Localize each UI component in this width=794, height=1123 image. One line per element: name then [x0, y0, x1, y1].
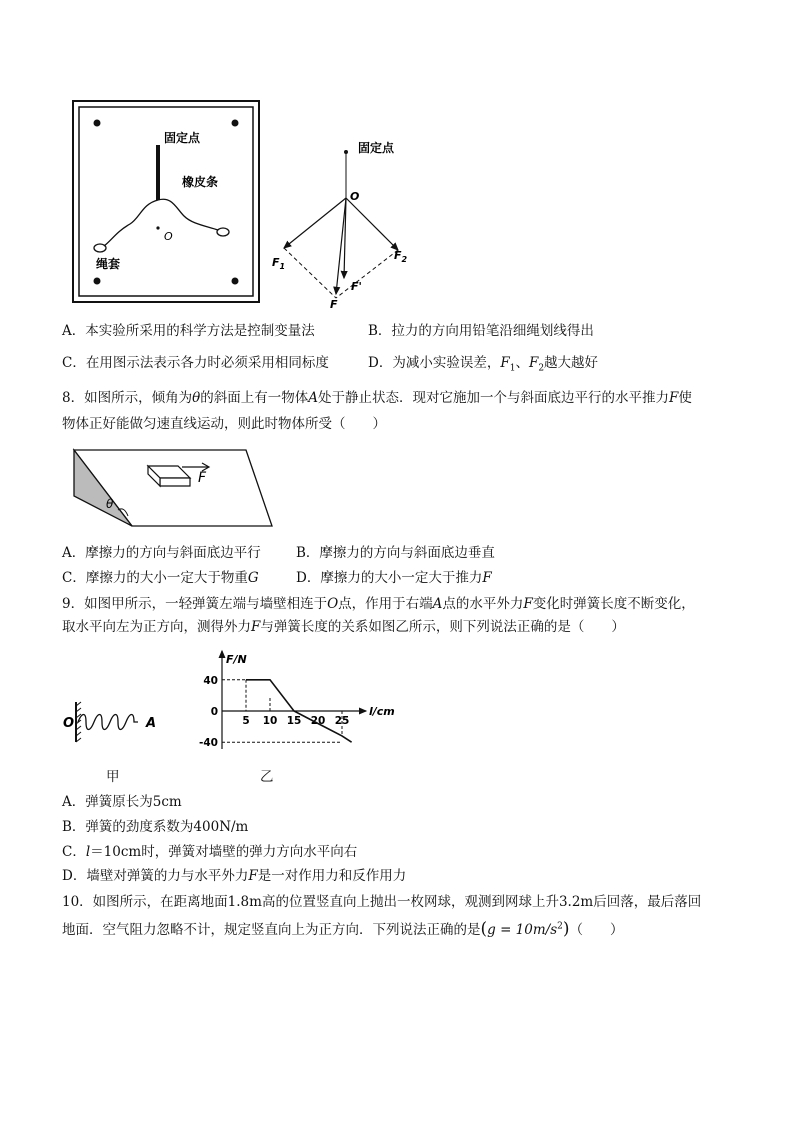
rope-left [104, 200, 158, 246]
diag-o-label: O [350, 190, 360, 203]
diag-f1-label: $F_1$ [272, 256, 286, 271]
incline-side-face [74, 450, 132, 526]
y-tick-label-40: 40 [203, 674, 218, 687]
q9-stem-line2: 取水平向左为正方向，测得外力F与弹簧长度的关系如图乙所示，则下列说法正确的是（ ） [62, 619, 625, 635]
q8-option-b: B．摩擦力的方向与斜面底边垂直 [296, 545, 495, 561]
rope-loop-right [217, 228, 229, 236]
q9-option-c: C．l＝10cm时，弹簧对墙壁的弹力方向水平向右 [62, 844, 358, 860]
incline-f-label: F [198, 470, 207, 486]
pin-bottom-right [232, 278, 239, 285]
experiment-board-figure [72, 100, 262, 305]
q9-option-d: D．墙壁对弹簧的力与水平外力F是一对作用力和反作用力 [62, 868, 407, 884]
x-tick-label-10: 10 [262, 715, 278, 727]
rope-right [158, 199, 218, 230]
board-o-label: O [164, 230, 173, 243]
diag-fprime-label: F' [351, 280, 362, 293]
diag-fixed-point-label: 固定点 [358, 141, 395, 155]
q7-option-d: D．为减小实验误差，$F_1$、$F_2$越大越好 [368, 355, 599, 374]
board-fixed-point-label: 固定点 [164, 131, 201, 145]
x-tick-label-25: 25 [334, 715, 350, 727]
rope-loop-left [94, 244, 106, 252]
q9-option-a: A．弹簧原长为5cm [62, 794, 182, 810]
q8-option-a: A．摩擦力的方向与斜面底边平行 [62, 545, 261, 561]
x-tick-label-5: 5 [242, 715, 250, 727]
pin-bottom-left [94, 278, 101, 285]
x-tick-label-20: 20 [310, 715, 326, 727]
force-parallelogram-figure [262, 128, 422, 313]
block-front [160, 478, 190, 486]
spring-o-label: O [63, 716, 75, 731]
dashed-f1-side [284, 248, 336, 298]
y-axis-label: F/N [226, 653, 247, 666]
incline-figure [70, 448, 275, 528]
x-axis-label: l/cm [369, 705, 395, 718]
figure-yi-caption: 乙 [260, 769, 274, 785]
dashed-f2-side [336, 250, 398, 298]
f2-arrow [346, 198, 398, 250]
q8-option-c: C．摩擦力的大小一定大于物重G [62, 570, 259, 586]
pin-top-left [94, 120, 101, 127]
spring-a-label: A [146, 716, 157, 731]
q8-stem-line1: 8．如图所示，倾角为θ的斜面上有一物体A处于静止状态．现对它施加一个与斜面底边平行的水平推力F使 [62, 390, 692, 406]
q10-stem-line2: 地面．空气阻力忽略不计，规定竖直向上为正方向．下列说法正确的是$(g = 10m/s^2)$（ ） [62, 919, 624, 939]
spring-figure [62, 700, 162, 745]
q7-option-a: A．本实验所采用的科学方法是控制变量法 [62, 323, 315, 339]
y-tick-label--40: -40 [199, 737, 218, 750]
q8-stem-line2: 物体正好能做匀速直线运动，则此时物体所受（ ） [62, 416, 386, 432]
figure-jia-caption: 甲 [106, 769, 120, 785]
incline-theta-label: θ [106, 497, 114, 511]
board-loop-label: 绳套 [96, 257, 121, 271]
spring-coil [78, 715, 138, 730]
diag-f2-label: $F_2$ [394, 249, 408, 264]
board-rubber-label: 橡皮条 [182, 175, 219, 189]
pin-top-right [232, 120, 239, 127]
q7-option-c: C．在用图示法表示各力时必须采用相同标度 [62, 355, 329, 371]
q9-stem-line1: 9．如图甲所示，一轻弹簧左端与墙壁相连于O点，作用于右端A点的水平外力F变化时弹簧长度不断变化， [62, 596, 695, 612]
force-length-chart [182, 645, 395, 755]
x-tick-label-15: 15 [286, 715, 302, 727]
y-tick-label-0: 0 [210, 706, 218, 718]
q9-option-b: B．弹簧的劲度系数为400N/m [62, 819, 249, 835]
q8-option-d: D．摩擦力的大小一定大于推力F [296, 570, 492, 586]
knot-point-o [156, 226, 159, 229]
f1-arrow [284, 198, 346, 248]
q10-stem-line1: 10．如图所示，在距离地面1.8m高的位置竖直向上抛出一枚网球，观测到网球上升3.2m后回落，最后落回 [62, 894, 702, 910]
diag-f-label: F [330, 298, 338, 311]
q7-option-b: B．拉力的方向用铅笔沿细绳划线得出 [368, 323, 594, 339]
